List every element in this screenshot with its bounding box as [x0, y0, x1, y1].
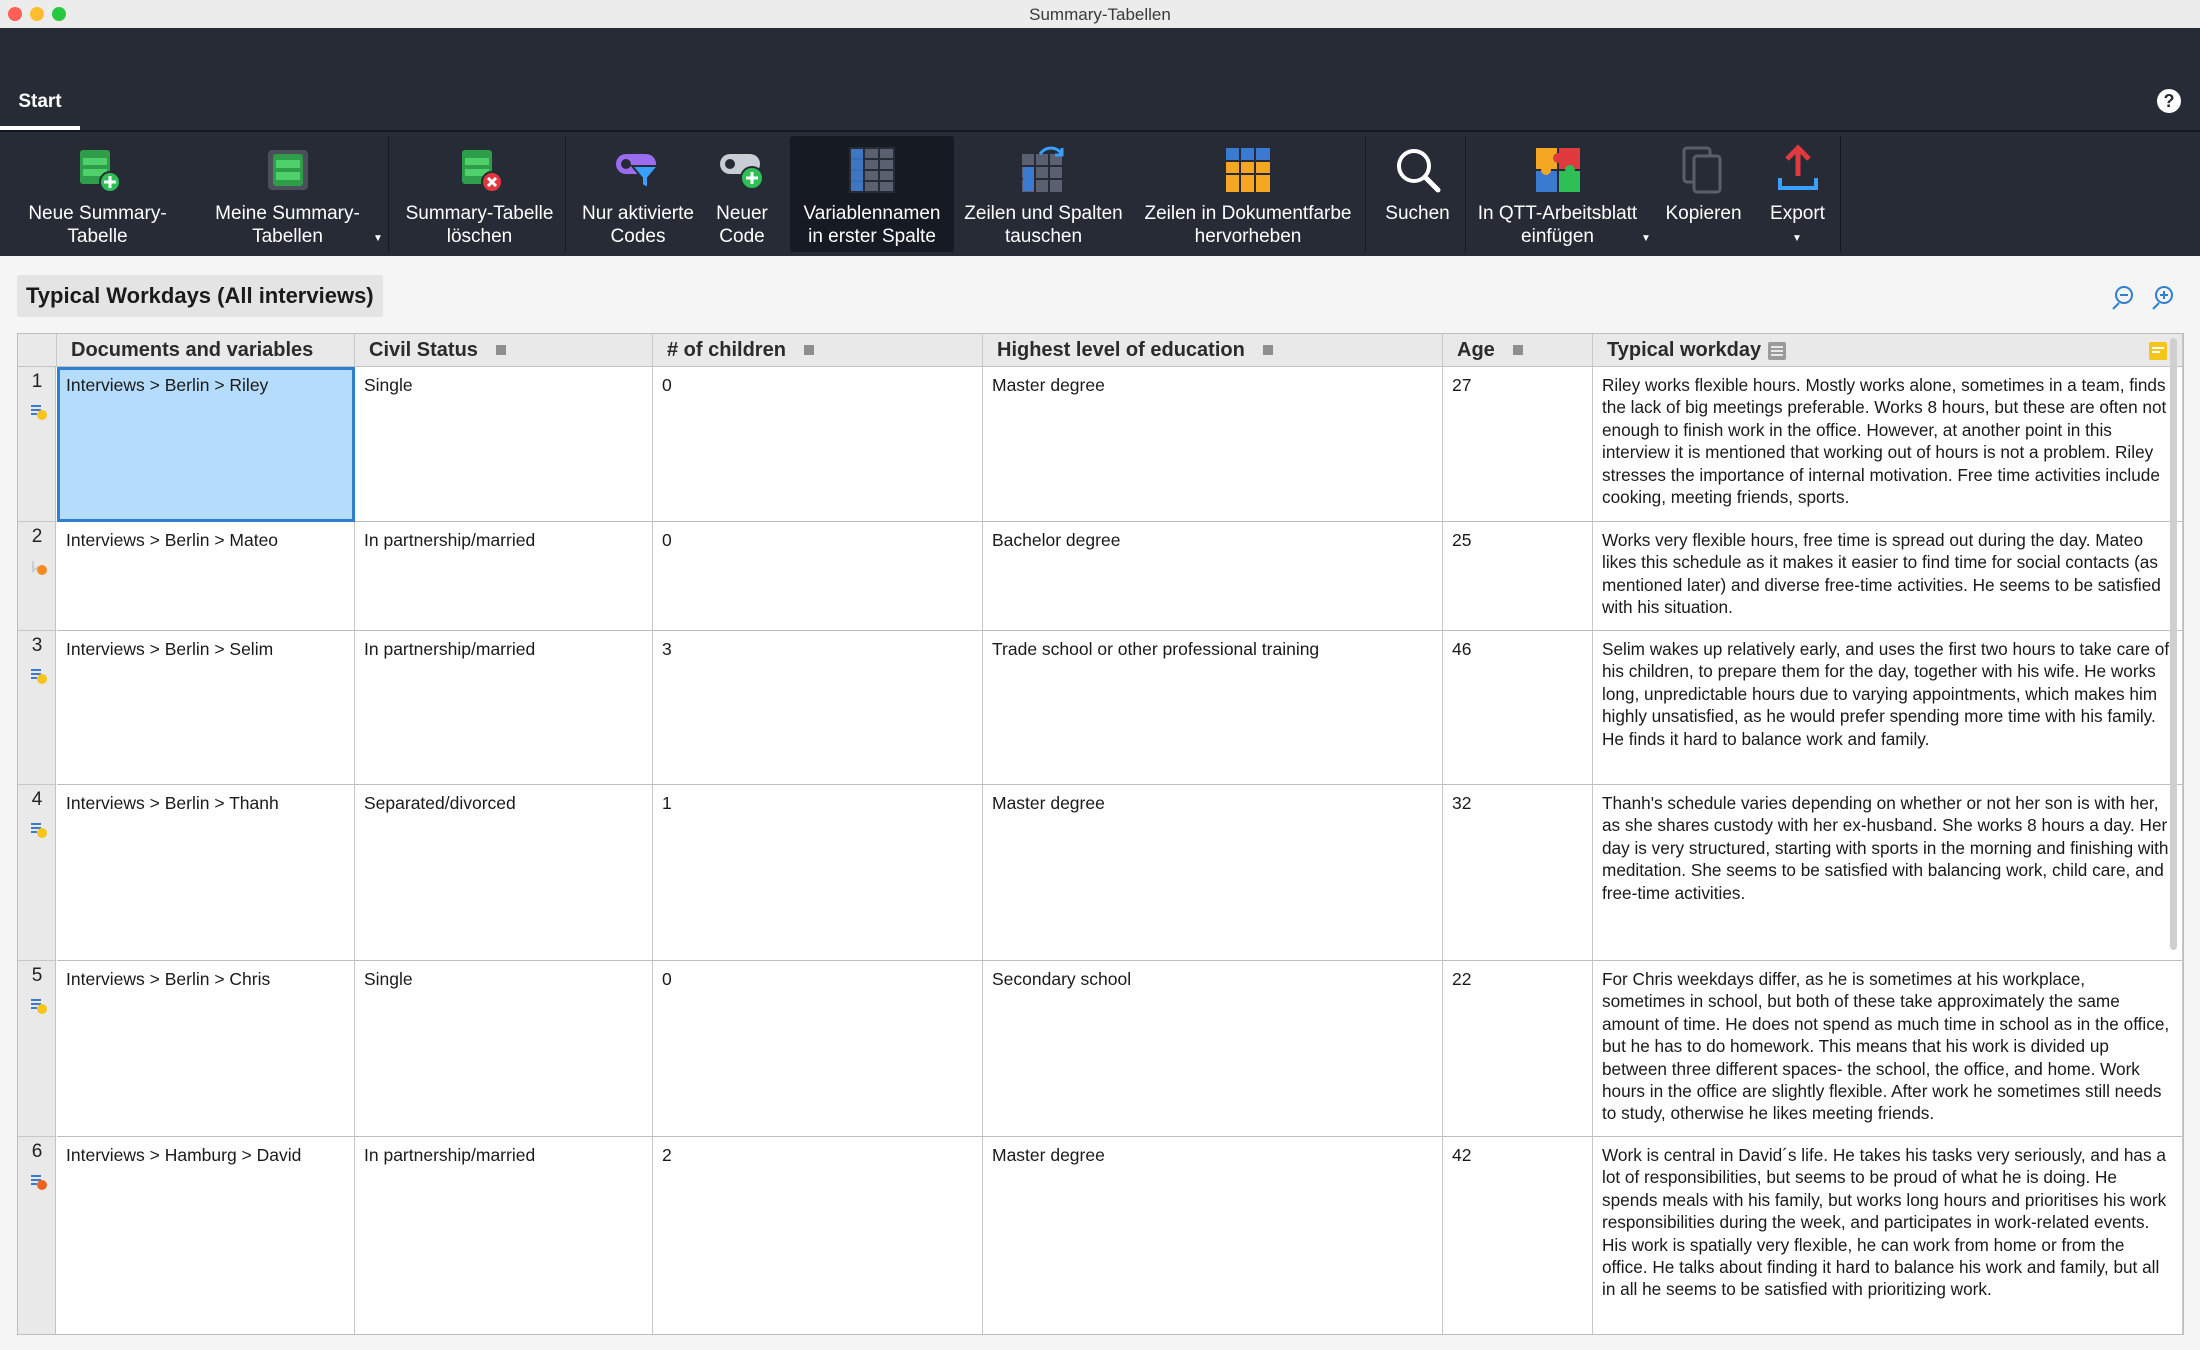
children-cell[interactable]: 1 — [653, 785, 983, 961]
education-cell[interactable]: Secondary school — [983, 961, 1443, 1137]
delete-summary-table-button[interactable] — [392, 136, 567, 252]
new-code-button[interactable] — [705, 136, 779, 252]
highlight-rows-document-color-label: Zeilen in Dokumentfarbe hervorheben — [1144, 203, 1352, 247]
swap-rows-columns-icon — [1018, 144, 1070, 196]
window-title: Summary-Tabellen — [1029, 5, 1171, 24]
children-cell[interactable]: 3 — [653, 631, 983, 785]
copy-icon — [1678, 144, 1730, 196]
swap-rows-columns-button[interactable] — [956, 136, 1131, 252]
workday-summary-cell[interactable]: Work is central in David´s life. He takes his tasks very seriously, and has a lot of responsibilities, but seems to be proud of what he is doing. He spends meals with his family, but works long hours and prioritises his work responsibilities during the week, and participates in work-related events. His work is spatially very flexible, he can work from home or from the office. He talks about finding it hard to balance his work and family, but all in all he seems to be satisfied with prioritizing work. — [1593, 1137, 2183, 1335]
insert-qtt-worksheet-button[interactable] — [1470, 136, 1645, 252]
my-summary-tables-dropdown-icon[interactable]: ▼ — [373, 233, 383, 244]
document-cell[interactable]: Interviews > Hamburg > David — [57, 1137, 355, 1335]
variable-names-first-column-button[interactable] — [790, 136, 954, 252]
column-header-label: Typical workday — [1607, 339, 1762, 361]
export-icon — [1772, 144, 1824, 196]
row-header[interactable] — [18, 785, 56, 961]
workday-summary-cell[interactable]: For Chris weekdays differ, as he is sometimes at his workplace, sometimes in school, but both of these take approximately the same amount of time. He does not spend as much time in school as in the office, but he has to do homework. This means that his work is divided up between three different spaces- the school, the office, and home. Work hours in the office are slightly flexible. After work he sometimes still needs to study, otherwise he likes meeting friends. — [1593, 961, 2183, 1137]
children-cell[interactable]: 0 — [653, 367, 983, 522]
column-header-education[interactable] — [983, 334, 1443, 367]
row-header[interactable] — [18, 961, 56, 1137]
variable-names-first-column-label: Variablennamen in erster Spalte — [803, 203, 941, 247]
tab-divider — [0, 130, 2200, 132]
civil-status-cell[interactable]: In partnership/married — [355, 631, 653, 785]
civil-status-cell[interactable]: Single — [355, 961, 653, 1137]
ribbon-separator — [1465, 136, 1466, 252]
ribbon-separator — [1365, 136, 1366, 252]
column-header-label: # of children — [667, 339, 786, 361]
column-header-label: Age — [1457, 339, 1495, 361]
summary-column-icon — [1767, 341, 1787, 361]
highlight-rows-color-icon — [1222, 144, 1274, 196]
search-button[interactable] — [1370, 136, 1465, 252]
delete-summary-table-label: Summary-Tabelle löschen — [405, 203, 554, 247]
document-cell[interactable]: Interviews > Berlin > Mateo — [57, 522, 355, 631]
new-summary-table-icon — [72, 144, 124, 196]
summary-table-grid — [17, 333, 2184, 1335]
age-cell[interactable]: 25 — [1443, 522, 1593, 631]
row-number: 2 — [31, 526, 43, 547]
age-cell[interactable]: 46 — [1443, 631, 1593, 785]
new-code-label: Neuer Code — [716, 203, 768, 247]
zoom-out-icon[interactable] — [2110, 284, 2136, 310]
column-header-civil-status[interactable] — [355, 334, 653, 367]
age-cell[interactable]: 32 — [1443, 785, 1593, 961]
summary-table-title: Typical Workdays (All interviews) — [17, 275, 383, 317]
export-dropdown-icon[interactable]: ▼ — [1792, 233, 1802, 244]
age-cell[interactable]: 22 — [1443, 961, 1593, 1137]
insert-qtt-worksheet-label: In QTT-Arbeitsblatt einfügen — [1477, 203, 1638, 247]
document-cell[interactable]: Interviews > Berlin > Selim — [57, 631, 355, 785]
activated-codes-only-button[interactable] — [568, 136, 708, 252]
children-cell[interactable]: 0 — [653, 522, 983, 631]
workday-summary-cell[interactable]: Selim wakes up relatively early, and uses the first two hours to take care of his children, to prepare them for the day, together with his wife. He works long, unpredictable hours due to varying appointments, which makes him highly unsatisfied, as he would prefer spending more time with his family. He finds it hard to balance work and family. — [1593, 631, 2183, 785]
my-summary-tables-label: Meine Summary- Tabellen — [215, 203, 360, 247]
ribbon-separator — [1840, 136, 1841, 252]
corner-header — [18, 334, 57, 367]
copy-label: Kopieren — [1665, 203, 1742, 224]
delete-summary-table-icon — [454, 144, 506, 196]
children-cell[interactable]: 2 — [653, 1137, 983, 1335]
row-number: 4 — [31, 789, 43, 810]
civil-status-cell[interactable]: In partnership/married — [355, 522, 653, 631]
summary-memo-icon[interactable] — [30, 667, 48, 685]
summary-memo-icon[interactable] — [30, 1173, 48, 1191]
my-summary-tables-button[interactable] — [200, 136, 375, 252]
education-cell[interactable]: Bachelor degree — [983, 522, 1443, 631]
document-cell[interactable]: Interviews > Berlin > Chris — [57, 961, 355, 1137]
row-header[interactable] — [18, 1137, 56, 1335]
variable-names-grid-icon — [846, 144, 898, 196]
tab-start[interactable]: Start — [0, 82, 80, 130]
summary-memo-icon[interactable] — [30, 997, 48, 1015]
column-header-documents[interactable] — [57, 334, 355, 367]
highlight-rows-document-color-button[interactable] — [1133, 136, 1363, 252]
column-header-children[interactable] — [653, 334, 983, 367]
workday-summary-cell[interactable]: Works very flexible hours, free time is spread out during the day. Mateo likes this schedule as it makes it easier to find time for social contacts (as mentioned later) and diverse free-time activities. He seems to be satisfied with his situation. — [1593, 522, 2183, 631]
row-number: 6 — [31, 1141, 43, 1162]
copy-button[interactable] — [1656, 136, 1751, 252]
row-number: 3 — [31, 635, 43, 656]
memo-note-icon[interactable] — [2148, 341, 2168, 361]
new-code-icon — [716, 144, 768, 196]
education-cell[interactable]: Master degree — [983, 785, 1443, 961]
age-cell[interactable]: 27 — [1443, 367, 1593, 522]
new-summary-table-label: Neue Summary- Tabelle — [28, 203, 167, 247]
workday-summary-cell[interactable]: Thanh's schedule varies depending on whether or not her son is with her, as she shares custody with her ex-husband. She works 8 hours a day. Her day is very structured, starting with sports in the morning and finishing with meditation. She seems to be satisfied with balancing work, child care, and free-time activities. — [1593, 785, 2183, 961]
export-label: Export — [1770, 203, 1825, 224]
civil-status-cell[interactable]: Separated/divorced — [355, 785, 653, 961]
new-summary-table-button[interactable] — [10, 136, 185, 252]
document-cell[interactable]: Interviews > Berlin > Thanh — [57, 785, 355, 961]
summary-memo-icon[interactable] — [30, 821, 48, 839]
ribbon-separator — [388, 136, 389, 252]
search-label: Suchen — [1385, 203, 1450, 224]
row-header[interactable] — [18, 631, 56, 785]
document-cell-selected[interactable]: Interviews > Berlin > Riley — [57, 367, 355, 522]
variable-type-icon — [496, 345, 506, 355]
column-header-typical-workday[interactable] — [1593, 334, 2183, 367]
workday-summary-cell[interactable]: Riley works flexible hours. Mostly works alone, sometimes in a team, finds the lack of big meetings preferable. Works 8 hours, but these are often not enough to finish work in the office. However, at another point in this interview it is mentioned that working out of hours is not a problem. Riley stresses the importance of internal motivation. Free time activities include cooking, meeting friends, sports. — [1593, 367, 2183, 522]
qtt-worksheet-icon — [1532, 144, 1584, 196]
variable-type-icon — [1513, 345, 1523, 355]
filter-activated-codes-icon — [612, 144, 664, 196]
title-bar — [0, 0, 2200, 29]
vertical-scrollbar[interactable] — [2170, 338, 2177, 950]
ribbon-separator — [565, 136, 566, 252]
qtt-worksheet-dropdown-icon[interactable]: ▼ — [1641, 233, 1651, 244]
summary-memo-icon[interactable] — [30, 403, 48, 421]
summary-memo-icon[interactable] — [30, 558, 48, 576]
civil-status-cell[interactable]: Single — [355, 367, 653, 522]
swap-rows-columns-label: Zeilen und Spalten tauschen — [964, 203, 1123, 247]
help-icon[interactable]: ? — [2157, 89, 2181, 113]
children-cell[interactable]: 0 — [653, 961, 983, 1137]
variable-type-icon — [804, 345, 814, 355]
my-summary-tables-icon — [262, 144, 314, 196]
row-number: 5 — [31, 965, 43, 986]
column-header-age[interactable] — [1443, 334, 1593, 367]
civil-status-cell[interactable]: In partnership/married — [355, 1137, 653, 1335]
search-icon — [1392, 144, 1444, 196]
column-header-label: Highest level of education — [997, 339, 1245, 361]
row-header[interactable] — [18, 522, 56, 631]
education-cell[interactable]: Master degree — [983, 367, 1443, 522]
zoom-in-icon[interactable] — [2150, 284, 2176, 310]
activated-codes-only-label: Nur aktivierte Codes — [582, 203, 694, 247]
column-header-label: Civil Status — [369, 339, 478, 361]
education-cell[interactable]: Master degree — [983, 1137, 1443, 1335]
row-number: 1 — [31, 371, 43, 392]
education-cell[interactable]: Trade school or other professional training — [983, 631, 1443, 785]
age-cell[interactable]: 42 — [1443, 1137, 1593, 1335]
column-header-label: Documents and variables — [71, 339, 314, 361]
row-header[interactable] — [18, 367, 56, 522]
variable-type-icon — [1263, 345, 1273, 355]
